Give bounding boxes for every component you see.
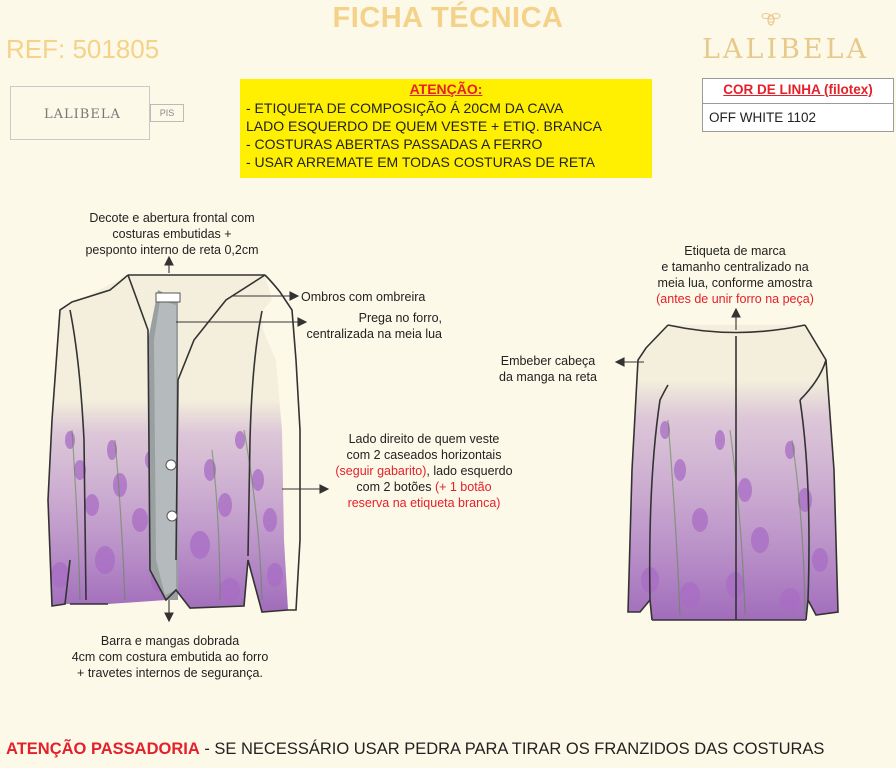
attention-line: LADO ESQUERDO DE QUEM VESTE + ETIQ. BRANCA: [246, 118, 602, 134]
annotation-line: , lado esquerdo: [426, 464, 513, 478]
annotation-buttons: [316, 431, 532, 511]
annotation-line: 4cm com costura embutida ao forro: [71, 650, 269, 664]
annotation-line: Embeber cabeça: [500, 354, 596, 368]
annotation-hem: [48, 633, 292, 681]
annotation-line: + travetes internos de segurança.: [77, 666, 263, 680]
attention-line: - COSTURAS ABERTAS PASSADAS A FERRO: [246, 136, 543, 152]
annotation-sleeve: [490, 353, 606, 385]
label-tag-box: PIS: [150, 104, 184, 122]
label-logo-text: LALIBELA: [44, 107, 121, 122]
footer-warning: [6, 740, 824, 759]
annotation-neckline: [72, 210, 272, 258]
page-title: FICHA TÉCNICA: [332, 2, 564, 34]
annotation-line: (seguir gabarito): [335, 464, 427, 478]
front-jacket: [40, 275, 300, 620]
annotation-line: Decote e abertura frontal com: [89, 211, 255, 225]
annotation-line: da manga na reta: [499, 370, 597, 384]
annotation-line: (antes de unir forro na peça): [656, 292, 814, 306]
thread-color-heading: COR DE LINHA (filotex): [723, 82, 873, 97]
footer-warning-label: ATENÇÃO PASSADORIA: [6, 740, 200, 758]
annotation-line: e tamanho centralizado na: [661, 260, 809, 274]
annotation-pleat: [290, 310, 442, 342]
annotation-line: costuras embutidas +: [112, 227, 232, 241]
annotation-shoulders: Ombros com ombreira: [301, 290, 426, 304]
thread-color-value: OFF WHITE 1102: [709, 110, 817, 125]
annotation-line: (+ 1 botão: [434, 480, 492, 494]
annotation-line: Barra e mangas dobrada: [100, 634, 240, 648]
annotation-line: com 2 caseados horizontais: [346, 448, 502, 462]
attention-line: - USAR ARREMATE EM TODAS COSTURAS DE RETA: [246, 154, 596, 170]
annotation-line: com 2 botões: [356, 480, 435, 494]
annotation-line: Lado direito de quem veste: [348, 432, 500, 446]
annotation-line: Prega no forro,: [358, 311, 442, 325]
brand-logo: LALIBELA: [702, 34, 870, 65]
footer-warning-text: - SE NECESSÁRIO USAR PEDRA PARA TIRAR OS FRANZIDOS DAS COSTURAS: [199, 740, 825, 758]
back-jacket: [620, 325, 850, 630]
reference-code: REF: 501805: [6, 34, 160, 64]
annotation-line: reserva na etiqueta branca): [347, 496, 501, 510]
floral-print: [620, 380, 850, 630]
attention-line: - ETIQUETA DE COMPOSIÇÃO Á 20CM DA CAVA: [246, 100, 564, 116]
annotation-line: centralizada na meia lua: [306, 327, 442, 341]
annotation-line: Etiqueta de marca: [684, 244, 786, 258]
attention-heading: ATENÇÃO:: [409, 81, 483, 97]
annotation-line: meia lua, conforme amostra: [657, 276, 813, 290]
annotation-line: pesponto interno de reta 0,2cm: [85, 243, 259, 257]
annotation-label: [640, 243, 830, 307]
